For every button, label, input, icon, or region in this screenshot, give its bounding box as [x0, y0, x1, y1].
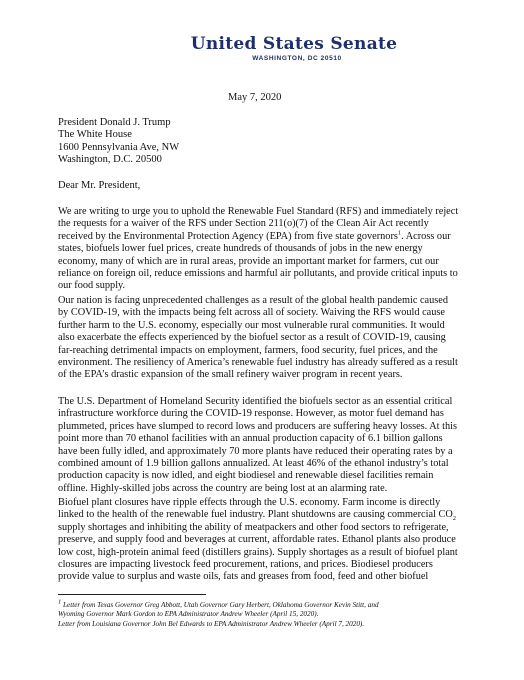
text-line: closures are impacting livestock feed procurement, rations, and prices. Biodiesel producers: [58, 559, 433, 571]
text-line: reliance on foreign oil, reduce emissions and harmful air pollutants, and provide critical inputs to: [58, 268, 458, 280]
paragraph-4: [58, 497, 470, 584]
text-line: received by the Environmental Protection Agency (EPA) from five state governors$^1$. Across our: [58, 229, 451, 242]
text-line: combined amount of 1.9 billion gallons annualized. At least 46% of the ethanol industry’s total: [58, 458, 449, 470]
recipient-org: The White House: [58, 129, 132, 141]
footnote-ref: 1: [397, 229, 402, 237]
text-segment: linked to the health of the renewable fuel industry. Plant shutdowns are causing commercial CO: [58, 509, 453, 521]
text-line: plummeted, prices have slumped to record lows and producers are suffering heavy losses. At this: [58, 420, 457, 432]
text-line: Biofuel plant closures have ripple effects through the U.S. economy. Farm income is directly: [58, 497, 441, 508]
text-line: Our nation is facing unprecedented challenges as a result of the global health pandemic caused: [58, 295, 448, 306]
text-line: provide value to surplus and waste oils, fats and greases from food, feed and other biofuel: [58, 571, 429, 583]
text-line: [58, 509, 470, 521]
recipient-city: Washington, D.C. 20500: [58, 154, 162, 166]
recipient-name: President Donald J. Trump: [58, 117, 171, 128]
text-line: further harm to the U.S. economy, especially our most vulnerable rural communities. It would: [58, 319, 445, 331]
recipient-street: 1600 Pennsylvania Ave, NW: [58, 141, 180, 153]
letter-date: May 7, 2020: [228, 92, 282, 103]
letterhead-address: WASHINGTON, DC 20510: [252, 55, 342, 62]
text-line: of the EPA’s drastic expansion of the small refinery waiver program in recent years.: [58, 369, 403, 381]
text-line: our food supply.: [58, 280, 126, 292]
text-line: point more than 70 ethanol facilities with an annual production capacity of 6.1 billion gallons: [58, 433, 443, 445]
text-line: The U.S. Department of Homeland Security identified the biofuels sector as an essential critical: [58, 396, 453, 407]
text-segment: received by the Environmental Protection Agency (EPA) from five state governors: [58, 230, 398, 242]
text-line: low cost, high-protein animal feed (distillers grains). Supply shortages as a result of biofuel plant: [58, 546, 458, 558]
footnote-mark: 1: [58, 598, 62, 606]
text-line: also exacerbate the effects experienced by the biofuel sector as a result of COVID-19, causing: [58, 332, 446, 344]
footnote-line: Letter from Louisiana Governor John Bel Edwards to EPA Administrator Andrew Wheeler (April 7, 2020).: [58, 620, 365, 628]
paragraph-3: [58, 396, 470, 495]
text-line: offline. Highly-skilled jobs across the country are being lost at an alarming rate.: [58, 482, 388, 494]
footnote-2: [58, 620, 498, 629]
text-line: production capacity is now idled, and eight biodiesel and renewable diesel facilities remain: [58, 470, 434, 482]
text-line: economy, many of which are in rural areas, provide an important market for farmers, cut our: [58, 255, 439, 267]
footnote-line: [58, 598, 498, 610]
text-line: states, biofuels lower fuel prices, create hundreds of thousands of jobs in the new energy: [58, 243, 423, 255]
text-line: environment. The resiliency of America’s renewable fuel industry has already suffered as a result: [58, 357, 458, 369]
letterhead: [0, 34, 524, 62]
text-line: the requests for a waiver of the RFS under Section 211(o)(7) of the Clean Air Act recently: [58, 218, 429, 230]
text-line: infrastructure workforce during the COVID-19 response. However, as motor fuel demand has: [58, 408, 444, 420]
text-line: We are writing to urge you to uphold the Renewable Fuel Standard (RFS) and immediately reject: [58, 206, 459, 217]
recipient-address: [58, 117, 179, 167]
text-line: preserve, and supply food and beverages at current, affordable rates. Ethanol plants also produce: [58, 534, 456, 546]
subscript: 2: [452, 515, 457, 523]
text-line: by COVID-19, with the impacts being felt across all of society. Waiving the RFS would cause: [58, 307, 445, 319]
paragraph-1: [58, 206, 470, 293]
footnote-1: [58, 598, 498, 620]
footnote-line: Wyoming Governor Mark Gordon to EPA Administrator Andrew Wheeler (April 15, 2020).: [58, 610, 319, 619]
text-line: have been fully idled, and approximately 70 more plants have reduced their operating rates by a: [58, 445, 453, 457]
text-segment: Across our: [405, 230, 451, 242]
salutation: Dear Mr. President,: [58, 180, 141, 191]
footnote-divider: [58, 594, 206, 595]
text-line: supply shortages and inhibiting the ability of meatpackers and other food sectors to refrigerate,: [58, 521, 449, 533]
text-segment: Letter from Texas Governor Greg Abbott, Utah Governor Gary Herbert, Oklahoma Governor Kevin Stitt, and: [63, 601, 379, 609]
letterhead-title: United States Senate: [190, 34, 398, 54]
paragraph-2: [58, 295, 470, 382]
text-line: far-reaching detrimental impacts on employment, farmers, food security, fuel prices, and the: [58, 344, 438, 356]
